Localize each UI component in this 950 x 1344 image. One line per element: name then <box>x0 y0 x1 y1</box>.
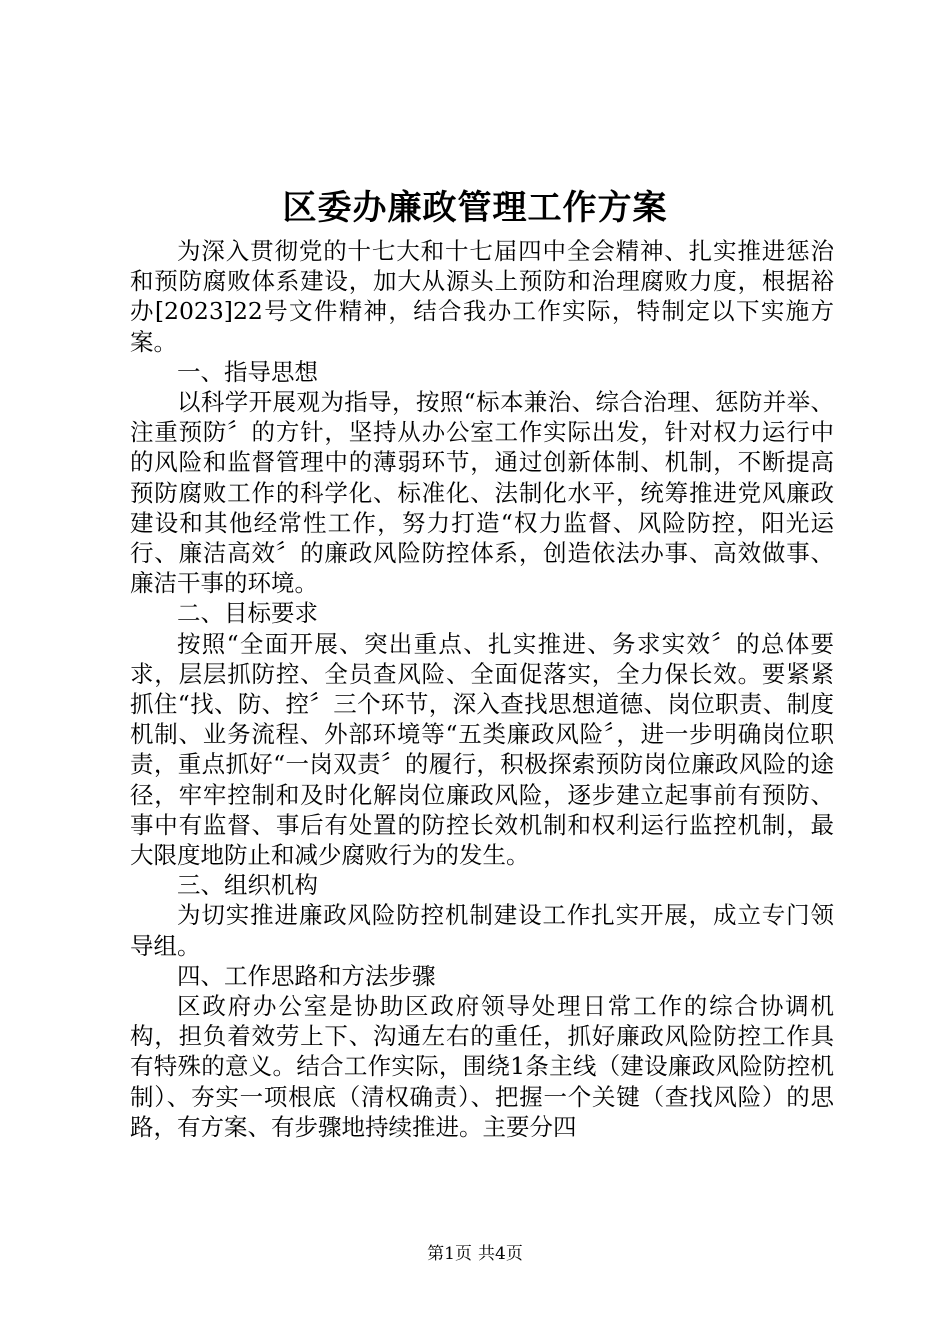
section-heading-1: 一、指导思想 <box>177 357 318 386</box>
section-heading-3: 三、组织机构 <box>177 871 318 900</box>
section-paragraph-2: 按照“全面开展、突出重点、扎实推进、务求实效〞的总体要求，层层抓防控、全员查风险、全面促落实，全力保长效。要紧紧抓住“找、防、控〞三个环节，深入查找思想道德、岗位职责、制度机制、业务流程、外部环境等“五类廉政风险〞，进一步明确岗位职责，重点抓好“一岗双责〞的履行，积极探索预防岗位廉政风险的途径，牢牢控制和及时化解岗位廉政风险，逐步建立起事前有预防、事中有监督、事后有处置的防控长效机制和权利运行监控机制，最大限度地防止和减少腐败行为的发生。 <box>130 629 834 870</box>
page-total: 共4页 <box>478 1244 523 1264</box>
section-heading-4: 四、工作思路和方法步骤 <box>177 961 436 990</box>
page-footer <box>0 1242 950 1266</box>
section-paragraph-1: 以科学开展观为指导，按照“标本兼治、综合治理、惩防并举、注重预防〞的方针，坚持从办公室工作实际出发，针对权力运行中的风险和监督管理中的薄弱环节，通过创新体制、机制，不断提高预防腐败工作的科学化、标准化、法制化水平，统筹推进党风廉政建设和其他经常性工作，努力打造“权力监督、风险防控，阳光运行、廉洁高效〞的廉政风险防控体系，创造依法办事、高效做事、廉洁干事的环境。 <box>130 388 834 598</box>
section-paragraph-3: 为切实推进廉政风险防控机制建设工作扎实开展，成立专门领导组。 <box>130 901 834 960</box>
section-paragraph-4: 区政府办公室是协助区政府领导处理日常工作的综合协调机构，担负着效劳上下、沟通左右的重任，抓好廉政风险防控工作具有特殊的意义。结合工作实际，围绕1条主线（建设廉政风险防控机制）、夯实一项根底（清权确责）、把握一个关键（查找风险）的思路，有方案、有步骤地持续推进。主要分四 <box>130 992 834 1141</box>
document-title: 区委办廉政管理工作方案 <box>282 188 668 228</box>
intro-paragraph: 为深入贯彻党的十七大和十七届四中全会精神、扎实推进惩治和预防腐败体系建设，加大从源头上预防和治理腐败力度，根据裕办[2023]22号文件精神，结合我办工作实际，特制定以下实施方案。 <box>130 237 834 356</box>
section-heading-2: 二、目标要求 <box>177 599 318 628</box>
page-number: 第1页 <box>427 1244 472 1264</box>
document-body <box>130 236 834 1142</box>
